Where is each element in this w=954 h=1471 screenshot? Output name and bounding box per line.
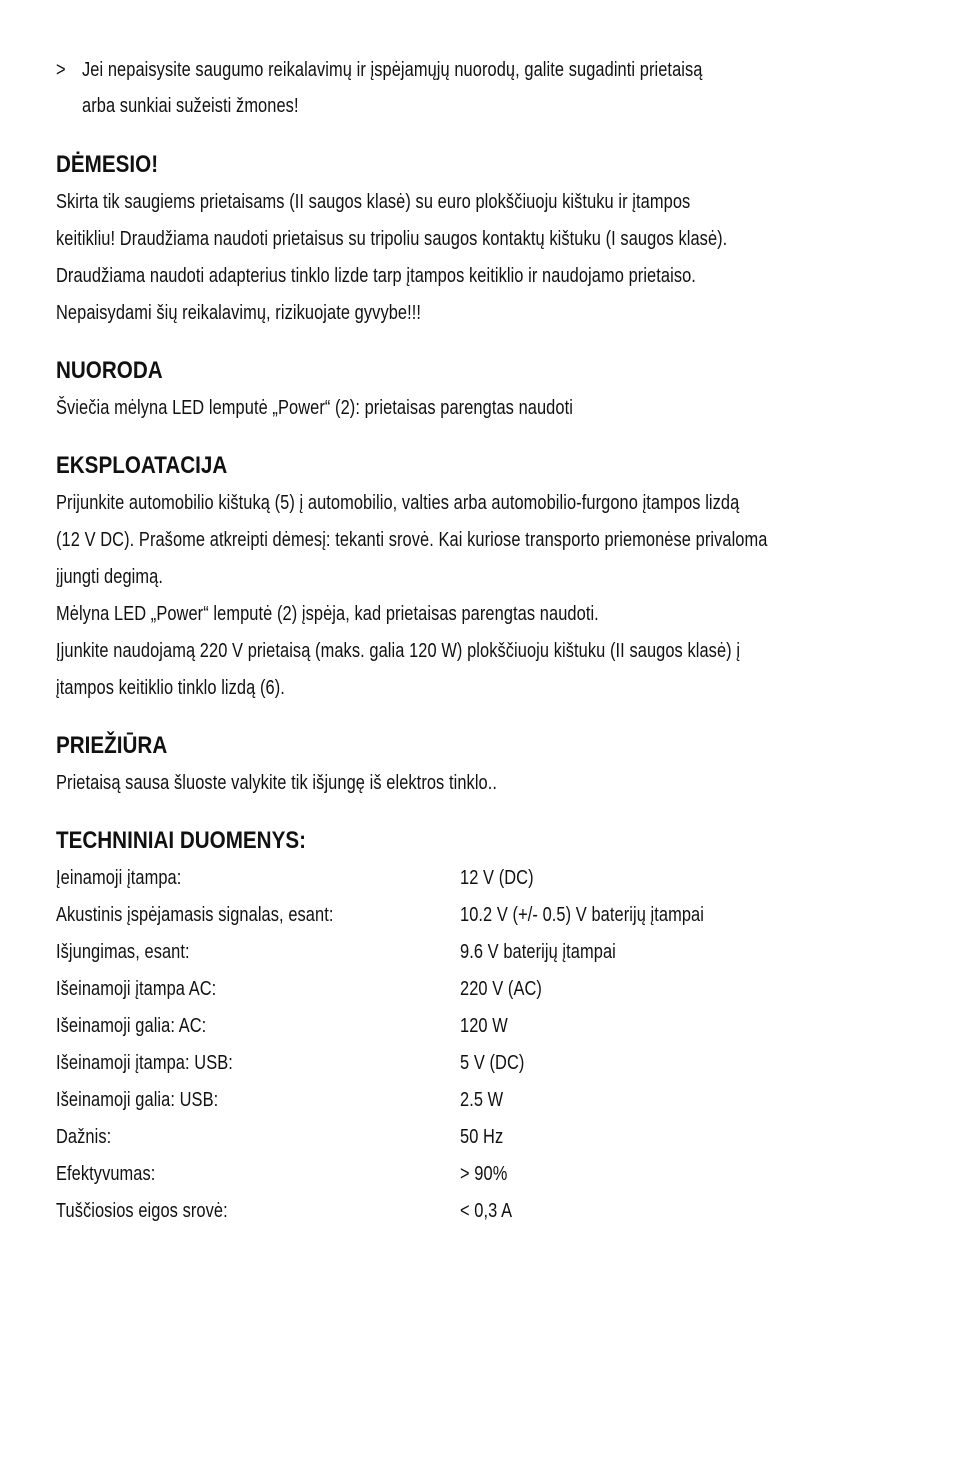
paragraph-line: keitikliu! Draudžiama naudoti prietaisus su tripoliu saugos kontaktų kištuku (I saugos klasė).: [56, 228, 728, 250]
paragraph-line: įjungti degimą.: [56, 566, 163, 588]
spec-label: Išeinamoji įtampa AC:: [56, 978, 217, 1000]
spec-row: [56, 1045, 916, 1082]
paragraph-line: Įjunkite naudojamą 220 V prietaisą (maks. galia 120 W) plokščiuoju kištuku (II saugos klasė) į: [56, 640, 741, 662]
spec-row: [56, 1082, 916, 1119]
spec-table: [56, 860, 916, 1230]
section-heading: EKSPLOATACIJA: [56, 452, 228, 479]
spec-label: Išeinamoji galia: AC:: [56, 1015, 207, 1037]
warning-marker: >: [56, 59, 66, 81]
section-heading: TECHNINIAI DUOMENYS:: [56, 827, 306, 854]
paragraph-line: įtampos keitiklio tinklo lizdą (6).: [56, 677, 285, 699]
spec-label: Efektyvumas:: [56, 1163, 156, 1185]
paragraph-line: Prijunkite automobilio kištuką (5) į automobilio, valties arba automobilio-furgono įtampos lizdą: [56, 492, 740, 514]
spec-value: 9.6 V baterijų įtampai: [460, 941, 616, 963]
paragraph-line: Prietaisą sausa šluoste valykite tik išjungę iš elektros tinklo..: [56, 772, 498, 794]
spec-row: [56, 971, 916, 1008]
spec-value: < 0,3 A: [460, 1200, 513, 1222]
document-page: [56, 52, 916, 1230]
paragraph-line: Draudžiama naudoti adapterius tinklo lizde tarp įtampos keitiklio ir naudojamo prietaiso.: [56, 265, 696, 287]
spec-value: 50 Hz: [460, 1126, 504, 1148]
spec-row: [56, 1193, 916, 1230]
spec-row: [56, 860, 916, 897]
paragraph-line: Šviečia mėlyna LED lemputė „Power“ (2): prietaisas parengtas naudoti: [56, 397, 573, 419]
spec-value: 5 V (DC): [460, 1052, 525, 1074]
section-demesio: [56, 146, 916, 332]
paragraph-line: Skirta tik saugiems prietaisams (II saugos klasė) su euro plokščiuoju kištuku ir įtampos: [56, 191, 691, 213]
spec-row: [56, 1156, 916, 1193]
section-techniniai-duomenys: [56, 822, 916, 1230]
warning-text: [82, 52, 839, 124]
spec-value: 220 V (AC): [460, 978, 542, 1000]
spec-value: > 90%: [460, 1163, 508, 1185]
spec-value: 120 W: [460, 1015, 508, 1037]
paragraph-line: (12 V DC). Prašome atkreipti dėmesį: tekanti srovė. Kai kuriose transporto priemonėse privaloma: [56, 529, 768, 551]
spec-row: [56, 1119, 916, 1156]
spec-label: Išeinamoji įtampa: USB:: [56, 1052, 233, 1074]
spec-row: [56, 1008, 916, 1045]
spec-label: Tuščiosios eigos srovė:: [56, 1200, 228, 1222]
warning-note: [56, 52, 916, 124]
section-heading: NUORODA: [56, 357, 163, 384]
spec-row: [56, 897, 916, 934]
paragraph-line: Mėlyna LED „Power“ lemputė (2) įspėja, kad prietaisas parengtas naudoti.: [56, 603, 599, 625]
warning-line: arba sunkiai sužeisti žmones!: [82, 95, 299, 117]
spec-label: Išjungimas, esant:: [56, 941, 190, 963]
section-eksploatacija: [56, 447, 916, 707]
spec-label: Dažnis:: [56, 1126, 112, 1148]
section-prieziura: [56, 727, 916, 802]
warning-line: Jei nepaisysite saugumo reikalavimų ir įspėjamųjų nuorodų, galite sugadinti prietaisą: [82, 59, 703, 81]
spec-label: Įeinamoji įtampa:: [56, 867, 182, 889]
paragraph-line: Nepaisydami šių reikalavimų, rizikuojate gyvybe!!!: [56, 302, 422, 324]
section-heading: PRIEŽIŪRA: [56, 732, 168, 759]
section-nuoroda: [56, 352, 916, 427]
spec-value: 12 V (DC): [460, 867, 534, 889]
section-heading: DĖMESIO!: [56, 151, 159, 178]
spec-value: 2.5 W: [460, 1089, 504, 1111]
spec-label: Išeinamoji galia: USB:: [56, 1089, 219, 1111]
spec-label: Akustinis įspėjamasis signalas, esant:: [56, 904, 334, 926]
spec-row: [56, 934, 916, 971]
spec-value: 10.2 V (+/- 0.5) V baterijų įtampai: [460, 904, 704, 926]
